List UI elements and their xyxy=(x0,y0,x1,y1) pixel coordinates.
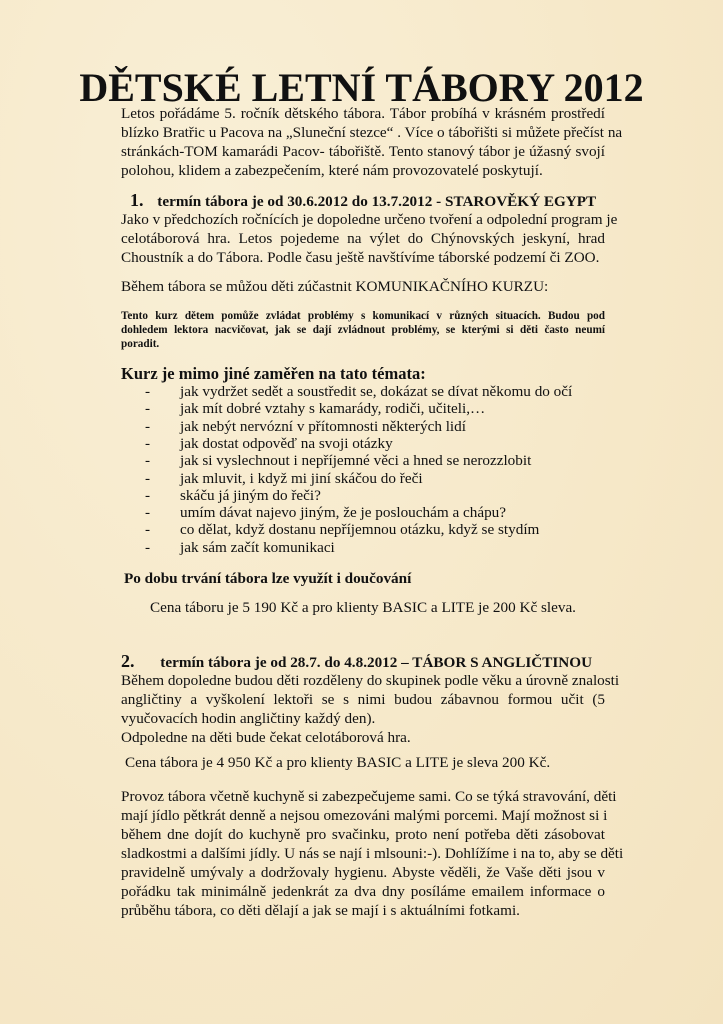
text-line: sladkostmi a dalšími jídly. U nás se nají i mlsouni:-). Dohlížíme i na to, aby se děti xyxy=(121,845,624,862)
list-item-text: jak sám začít komunikaci xyxy=(180,538,335,556)
list-item-text: jak vydržet sedět a soustředit se, dokázat se dívat někomu do očí xyxy=(180,383,573,400)
text-line: dohledem lektora nacvičovat, jak se dají zvládnout problémy, se kterými si děti často neumí xyxy=(121,324,605,336)
text-line: poradit. xyxy=(121,338,160,350)
text-line: mají jídlo pětkrát denně a nejsou omezováni malými porcemi. Mají možnost si i xyxy=(121,807,608,824)
course-description xyxy=(121,309,605,351)
text-line: stránkách-TOM kamarádi Pacov- tábořiště. Tento stanový tábor je úžasný svojí xyxy=(121,143,605,160)
section1-price: Cena táboru je 5 190 Kč a pro klienty BASIC a LITE je 200 Kč sleva. xyxy=(150,599,576,616)
text-line: Jako v předchozích ročnících je dopoledne určeno tvoření a odpolední program je xyxy=(121,211,618,228)
list-item-text: umím dávat najevo jiným, že je poslouchám a chápu? xyxy=(180,504,507,522)
text-line: vyučovacích hodin angličtiny každý den). xyxy=(121,710,376,727)
section2-number: 2. xyxy=(121,651,135,671)
closing-paragraph xyxy=(121,787,624,920)
text-line: Letos pořádáme 5. ročník dětského tábora. Tábor probíhá v krásném prostředí xyxy=(121,105,605,122)
bullet-dash: - xyxy=(145,452,151,470)
text-line: pořádku tak minimálně jedenkrát za dva dny posíláme emailem informace o xyxy=(121,883,605,900)
text-line: angličtiny a vyškolení lektoři se s nimi budou zábavnou formou učit (5 xyxy=(121,691,605,708)
text-line: pravidelně umývaly a dodržovaly hygienu. Abyste věděli, že Vaše děti jsou v xyxy=(121,864,605,881)
course-intro: Během tábora se můžou děti zúčastnit KOMUNIKAČNÍHO KURZU: xyxy=(121,278,549,295)
list-item-text: co dělat, když dostanu nepříjemnou otázku, když se stydím xyxy=(180,521,540,539)
text-line: během dne dojít do kuchyně pro svačinku, proto není potřeba děti zásobovat xyxy=(121,826,605,843)
text-line: Provoz tábora včetně kuchyně si zabezpečujeme sami. Co se týká stravování, děti xyxy=(121,788,617,805)
list-item-text: jak mít dobré vztahy s kamarády, rodiči, učiteli,… xyxy=(180,400,486,418)
bullet-dash: - xyxy=(145,538,151,556)
text-line: Během dopoledne budou děti rozděleny do skupinek podle věku a úrovně znalosti xyxy=(121,672,620,689)
text-line: blízko Bratřic u Pacova na „Sluneční stezce“ . Více o tábořišti si můžete přečíst na xyxy=(121,124,623,141)
text-line: Odpoledne na děti bude čekat celotáborová hra. xyxy=(121,729,411,746)
bullet-dash: - xyxy=(145,434,151,452)
list-item-text: jak si vyslechnout i nepříjemné věci a hned se nerozzlobit xyxy=(180,452,532,470)
bullet-dash: - xyxy=(145,400,151,418)
text-line: celotáborová hra. Letos pojedeme na výlet do Chýnovských jeskyní, hrad xyxy=(121,230,605,247)
text-line: Tento kurz dětem pomůže zvládat problémy s komunikací v různých situacích. Budou pod xyxy=(121,310,605,322)
section1-heading xyxy=(130,191,596,211)
list-item-text: jak dostat odpověď na svoji otázky xyxy=(180,434,393,452)
page-title: DĚTSKÉ LETNÍ TÁBORY 2012 xyxy=(79,65,644,110)
text-line: průběhu tábora, co děti dělají a jak se mají i s aktuálními fotkami. xyxy=(121,902,520,919)
text-line: polohou, klidem a zabezpečením, které nám provozovatelé poskytují. xyxy=(121,162,543,179)
bullet-dash: - xyxy=(145,417,151,435)
text-line: Choustník a do Tábora. Podle času ještě navštívíme táborské podzemí či ZOO. xyxy=(121,249,600,266)
bullet-dash: - xyxy=(145,486,151,504)
section1-title: termín tábora je od 30.6.2012 do 13.7.2012 - STAROVĚKÝ EGYPT xyxy=(157,193,597,210)
section2-heading xyxy=(121,652,592,672)
list-item-text: jak nebýt nervózní v přítomnosti některých lidí xyxy=(180,417,466,435)
tutoring-note: Po dobu trvání tábora lze využít i doučování xyxy=(124,570,412,587)
bullet-dash: - xyxy=(145,504,151,522)
intro-paragraph xyxy=(121,104,623,180)
section2-title: termín tábora je od 28.7. do 4.8.2012 – TÁBOR S ANGLIČTINOU xyxy=(160,654,593,671)
section2-body xyxy=(121,671,620,747)
bullet-dash: - xyxy=(145,383,151,400)
bullet-dash: - xyxy=(145,469,151,487)
section1-body xyxy=(121,210,618,267)
section2-price: Cena tábora je 4 950 Kč a pro klienty BASIC a LITE je sleva 200 Kč. xyxy=(125,754,551,771)
section1-number: 1. xyxy=(130,190,144,210)
bullet-dash: - xyxy=(145,521,151,539)
topics-heading: Kurz je mimo jiné zaměřen na tato témata: xyxy=(121,364,426,383)
list-item-text: jak mluvit, i když mi jiní skáčou do řeči xyxy=(180,469,423,487)
list-item-text: skáču já jiným do řeči? xyxy=(180,486,321,504)
